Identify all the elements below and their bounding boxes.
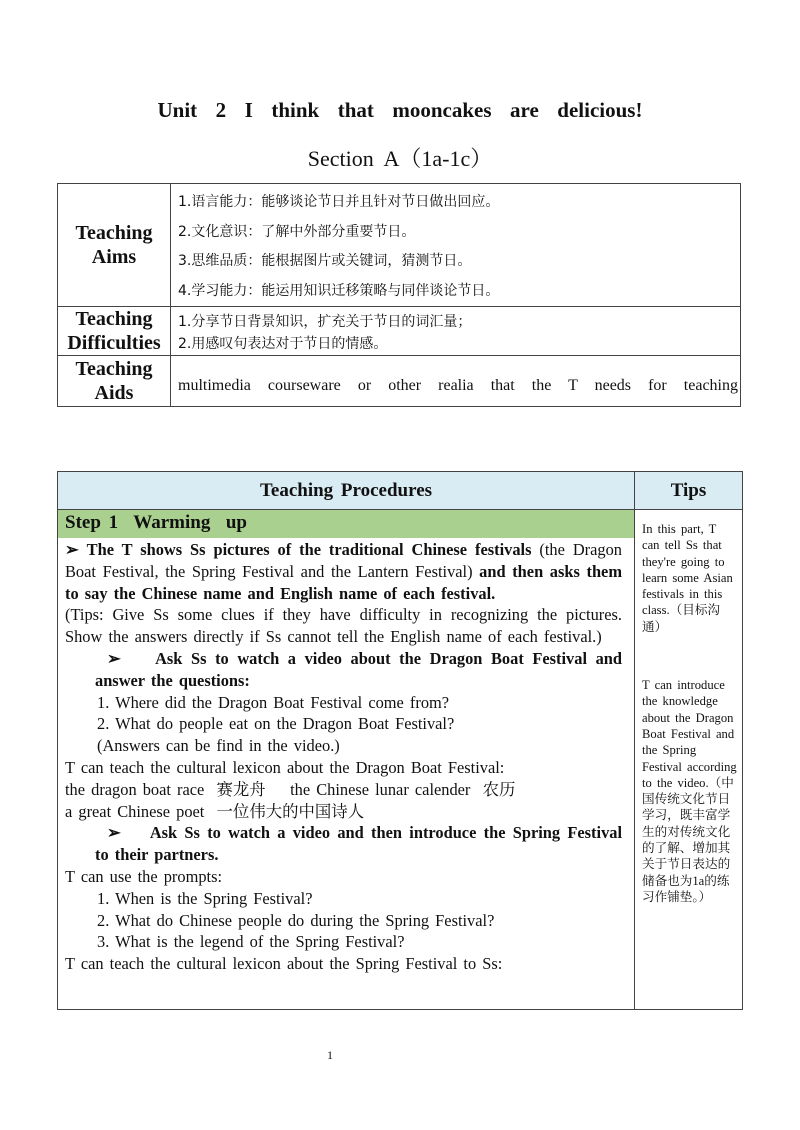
- procedure-text: T can teach the cultural lexicon about the Spring Festival to Ss:: [65, 954, 503, 974]
- procedures-header: Teaching Procedures: [58, 472, 635, 510]
- arrow-bullet-icon: ➢: [107, 648, 121, 668]
- procedures-table: [57, 471, 743, 1010]
- step-heading: Step 1 Warming up: [58, 510, 635, 539]
- page-number: 1: [327, 1048, 333, 1062]
- question-item: 1. Where did the Dragon Boat Festival come from?: [97, 692, 450, 712]
- document-title: Unit 2 I think that mooncakes are delicious!: [157, 98, 643, 122]
- difficulty-item: 2.用感叹句表达对于节日的情感。: [178, 336, 388, 352]
- procedure-text: Ask Ss to watch a video and then introduce the Spring Festival to their partners.: [95, 823, 623, 865]
- procedure-text: T can teach the cultural lexicon about the Dragon Boat Festival:: [65, 757, 505, 777]
- arrow-bullet-icon: ➢: [65, 540, 79, 559]
- tips-header: Tips: [635, 472, 743, 510]
- aids-content: [171, 356, 741, 407]
- aim-item: 1.语言能力：能够谈论节日并且针对节日做出回应。: [178, 194, 500, 210]
- aim-item: 3.思维品质：能根据图片或关键词，猜测节日。: [178, 253, 472, 269]
- tip-text: T can introduce the knowledge about the Dragon Boat Festival and the Spring Festival according to the video.（中国传统文化节日学习，既丰富学生的对传统文化的了解、增加其关于节日表达的储备也为1a的练习作铺垫。）: [642, 678, 737, 904]
- procedure-text: T can use the prompts:: [65, 866, 223, 886]
- question-note: (Answers can be find in the video.): [97, 736, 340, 756]
- aim-item: 2.文化意识：了解中外部分重要节日。: [178, 223, 416, 240]
- prompt-item: 2. What do Chinese people do during the Spring Festival?: [97, 910, 495, 930]
- procedure-text: (Tips: Give Ss some clues if they have difficulty in recognizing the pictures. Show the answers directly if Ss cannot tell the English name of each festival.): [65, 605, 622, 647]
- tips-cell: [635, 510, 743, 1010]
- procedure-text: and then asks them to say the Chinese name and English name of each festival.: [65, 561, 622, 603]
- procedure-text: the dragon boat race 赛龙舟 the Chinese lunar calender 农历: [65, 779, 516, 799]
- difficulties-content: [171, 307, 741, 356]
- procedure-text: (the Dragon Boat Festival, the Spring Festival and the Lantern Festival): [65, 540, 622, 581]
- difficulty-item: 1.分享节日背景知识，扩充关于节日的词汇量；: [178, 314, 472, 330]
- aims-content: [171, 184, 741, 307]
- procedure-text: Ask Ss to watch a video about the Dragon Boat Festival and answer the questions:: [95, 648, 623, 690]
- prompt-item: 1. When is the Spring Festival?: [97, 888, 313, 908]
- document-subtitle: Section A（1a-1c）: [307, 146, 493, 171]
- aids-label: Teaching Aids: [58, 356, 171, 407]
- aims-label: Teaching Aims: [58, 184, 171, 307]
- aids-text: multimedia courseware or other realia that the T needs for teaching: [178, 377, 738, 394]
- procedure-content: [58, 538, 635, 1010]
- arrow-bullet-icon: ➢: [107, 823, 121, 843]
- tip-text: In this part, T can tell Ss that they're going to learn some Asian festivals in this class.（目标沟通）: [642, 522, 733, 634]
- difficulties-label: Teaching Difficulties: [58, 307, 171, 356]
- procedure-text: The T shows Ss pictures of the traditional Chinese festivals: [86, 540, 532, 559]
- prompt-item: 3. What is the legend of the Spring Festival?: [97, 932, 405, 952]
- procedure-text: a great Chinese poet 一位伟大的中国诗人: [65, 801, 365, 821]
- question-item: 2. What do people eat on the Dragon Boat Festival?: [97, 714, 455, 734]
- overview-table: [57, 183, 741, 407]
- aim-item: 4.学习能力：能运用知识迁移策略与同伴谈论节日。: [178, 282, 500, 299]
